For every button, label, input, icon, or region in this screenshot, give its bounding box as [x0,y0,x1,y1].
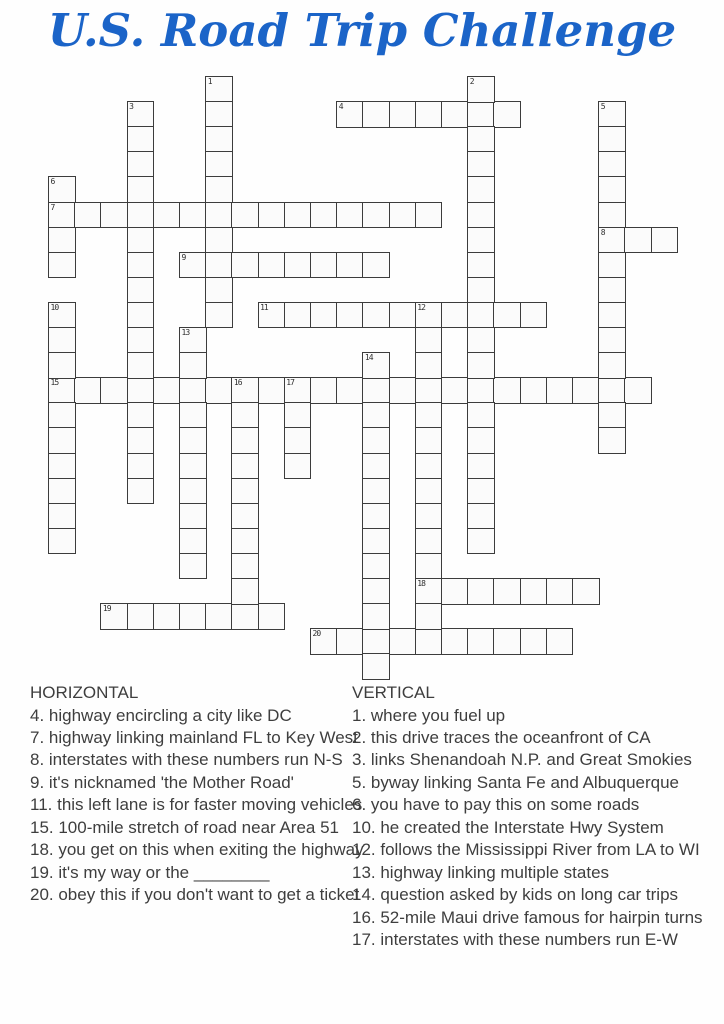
horizontal-clues-section [30,682,364,907]
grid-cell[interactable] [153,377,181,404]
grid-cell[interactable] [179,478,207,505]
clue-number: 18 [417,579,425,588]
grid-cell[interactable] [598,377,626,404]
grid-cell[interactable] [48,453,76,480]
grid-cell[interactable] [179,553,207,580]
grid-cell[interactable] [179,327,207,354]
grid-cell[interactable] [362,252,390,279]
grid-cell[interactable] [362,453,390,480]
clue-number: 5 [600,102,605,112]
grid-cell[interactable] [205,227,233,254]
grid-cell[interactable] [153,202,181,229]
grid-cell[interactable] [205,377,233,404]
clue-number: 17 [286,378,294,388]
grid-cell[interactable] [467,252,495,279]
grid-cell[interactable] [467,377,495,404]
grid-cell[interactable] [362,101,390,128]
grid-cell[interactable] [127,176,155,203]
grid-cell[interactable] [415,628,443,655]
grid-cell[interactable] [179,528,207,555]
grid-cell[interactable] [598,277,626,304]
clue-item: 3. links Shenandoah N.P. and Great Smokies [352,750,692,770]
grid-cell[interactable] [389,628,417,655]
grid-cell[interactable] [467,76,495,103]
clue-number: 20 [312,629,321,639]
grid-cell[interactable] [231,478,259,505]
grid-cell[interactable] [179,377,207,404]
grid-cell[interactable] [48,202,76,229]
grid-cell[interactable] [493,628,521,655]
grid-cell[interactable] [231,202,259,229]
horizontal-clues-list [30,705,364,907]
clue-item: 18. you get on this when exiting the highway [30,840,364,860]
grid-cell[interactable] [127,352,155,379]
grid-cell[interactable] [415,202,443,229]
grid-cell[interactable] [598,151,626,178]
grid-cell[interactable] [598,126,626,153]
grid-cell[interactable] [362,528,390,555]
grid-cell[interactable] [441,377,469,404]
grid-cell[interactable] [415,503,443,530]
grid-cell[interactable] [598,101,626,128]
grid-cell[interactable] [205,76,233,103]
clue-number: 12 [417,302,425,312]
grid-cell[interactable] [127,277,155,304]
grid-cell[interactable] [74,202,102,229]
grid-cell[interactable] [127,478,155,505]
grid-cell[interactable] [205,252,233,279]
clue-item: 1. where you fuel up [352,705,506,725]
clue-number: 11 [260,302,268,312]
grid-cell[interactable] [415,352,443,379]
clue-item: 5. byway linking Santa Fe and Albuquerque [352,772,680,792]
clue-number: 16 [233,378,242,388]
grid-cell[interactable] [127,427,155,454]
grid-cell[interactable] [362,653,390,680]
grid-cell[interactable] [389,377,417,404]
grid-cell[interactable] [231,252,259,279]
grid-cell[interactable] [362,352,390,379]
clue-item: 11. this left lane is for faster moving vehicles [30,795,363,815]
grid-cell[interactable] [415,603,443,630]
clue-item: 4. highway encircling a city like DC [30,705,292,725]
grid-cell[interactable] [467,302,495,329]
grid-cell[interactable] [284,202,312,229]
grid-cell[interactable] [127,126,155,153]
grid-cell[interactable] [362,402,390,429]
grid-cell[interactable] [546,578,574,605]
grid-cell[interactable] [624,227,652,254]
grid-cell[interactable] [467,427,495,454]
grid-cell[interactable] [231,578,259,605]
grid-cell[interactable] [231,377,259,404]
clue-item: 2. this drive traces the oceanfront of CA [352,727,651,747]
grid-cell[interactable] [284,302,312,329]
grid-cell[interactable] [467,176,495,203]
grid-cell[interactable] [48,478,76,505]
grid-cell[interactable] [415,327,443,354]
grid-cell[interactable] [205,126,233,153]
grid-cell[interactable] [258,252,286,279]
grid-cell[interactable] [48,528,76,555]
grid-cell[interactable] [127,151,155,178]
grid-cell[interactable] [520,377,548,404]
grid-cell[interactable] [284,453,312,480]
clue-item: 8. interstates with these numbers run N-S [30,750,343,770]
grid-cell[interactable] [336,202,364,229]
grid-cell[interactable] [100,603,128,630]
clue-number: 6 [50,177,55,187]
grid-cell[interactable] [415,478,443,505]
grid-cell[interactable] [258,202,286,229]
vertical-clues-list [352,705,724,952]
grid-cell[interactable] [127,377,155,404]
grid-cell[interactable] [415,578,443,605]
clue-item: 12. follows the Mississippi River from LA to WI [352,840,700,860]
grid-cell[interactable] [441,302,469,329]
grid-cell[interactable] [205,603,233,630]
clue-item: 17. interstates with these numbers run E-W [352,930,678,950]
grid-cell[interactable] [127,252,155,279]
page-title: U.S. Road Trip Challenge [47,4,677,57]
grid-cell[interactable] [362,628,390,655]
grid-cell[interactable] [127,202,155,229]
grid-cell[interactable] [310,252,338,279]
grid-cell[interactable] [467,202,495,229]
grid-cell[interactable] [415,427,443,454]
grid-cell[interactable] [389,202,417,229]
grid-cell[interactable] [284,252,312,279]
grid-cell[interactable] [127,402,155,429]
grid-cell[interactable] [179,202,207,229]
grid-cell[interactable] [205,151,233,178]
grid-cell[interactable] [598,302,626,329]
grid-cell[interactable] [598,227,626,254]
grid-cell[interactable] [336,302,364,329]
grid-cell[interactable] [231,427,259,454]
grid-cell[interactable] [336,628,364,655]
clue-number: 7 [50,202,55,212]
grid-cell[interactable] [179,503,207,530]
grid-cell[interactable] [598,176,626,203]
grid-cell[interactable] [48,176,76,203]
grid-cell[interactable] [598,202,626,229]
grid-cell[interactable] [48,302,76,329]
grid-cell[interactable] [127,227,155,254]
grid-cell[interactable] [493,101,521,128]
grid-cell[interactable] [74,377,102,404]
grid-cell[interactable] [467,628,495,655]
grid-cell[interactable] [467,277,495,304]
grid-cell[interactable] [598,327,626,354]
grid-cell[interactable] [467,227,495,254]
grid-cell[interactable] [231,402,259,429]
grid-cell[interactable] [362,478,390,505]
clue-number: 9 [181,252,186,262]
grid-cell[interactable] [179,402,207,429]
grid-cell[interactable] [336,377,364,404]
grid-cell[interactable] [284,427,312,454]
clue-number: 13 [181,328,190,337]
grid-cell[interactable] [310,202,338,229]
grid-cell[interactable] [467,352,495,379]
clue-item: 14. question asked by kids on long car trips [352,885,679,905]
grid-cell[interactable] [258,377,286,404]
grid-cell[interactable] [467,478,495,505]
grid-cell[interactable] [467,503,495,530]
grid-cell[interactable] [205,176,233,203]
grid-cell[interactable] [336,252,364,279]
grid-cell[interactable] [48,252,76,279]
grid-cell[interactable] [48,427,76,454]
grid-cell[interactable] [441,101,469,128]
grid-cell[interactable] [415,377,443,404]
grid-cell[interactable] [179,352,207,379]
grid-cell[interactable] [179,603,207,630]
clue-item: 7. highway linking mainland FL to Key West [30,727,358,747]
grid-cell[interactable] [127,453,155,480]
grid-cell[interactable] [598,427,626,454]
clue-item: 16. 52-mile Maui drive famous for hairpin turns [352,907,703,927]
grid-cell[interactable] [179,252,207,279]
grid-cell[interactable] [493,302,521,329]
grid-cell[interactable] [520,578,548,605]
grid-cell[interactable] [493,377,521,404]
grid-cell[interactable] [467,453,495,480]
grid-cell[interactable] [415,453,443,480]
vertical-clues-header: VERTICAL [352,683,435,702]
grid-cell[interactable] [546,377,574,404]
grid-cell[interactable] [258,603,286,630]
clue-number: 15 [50,378,59,388]
grid-cell[interactable] [231,528,259,555]
clue-number: 2 [469,77,474,86]
clue-item: 19. it's my way or the ________ [30,862,270,882]
grid-cell[interactable] [336,101,364,128]
grid-cell[interactable] [598,352,626,379]
grid-cell[interactable] [493,578,521,605]
grid-cell[interactable] [362,603,390,630]
grid-cell[interactable] [100,377,128,404]
grid-cell[interactable] [651,227,679,254]
grid-cell[interactable] [415,402,443,429]
grid-cell[interactable] [467,528,495,555]
grid-cell[interactable] [362,553,390,580]
grid-cell[interactable] [362,503,390,530]
grid-cell[interactable] [205,101,233,128]
grid-cell[interactable] [231,503,259,530]
grid-cell[interactable] [624,377,652,404]
clue-number: 10 [50,302,59,312]
grid-cell[interactable] [48,402,76,429]
grid-cell[interactable] [205,302,233,329]
grid-cell[interactable] [205,202,233,229]
grid-cell[interactable] [310,628,338,655]
grid-cell[interactable] [415,302,443,329]
grid-cell[interactable] [598,402,626,429]
grid-cell[interactable] [231,553,259,580]
clue-number: 19 [102,604,111,614]
grid-cell[interactable] [362,427,390,454]
grid-cell[interactable] [284,402,312,429]
clue-item: 15. 100-mile stretch of road near Area 51 [30,817,340,837]
grid-cell[interactable] [100,202,128,229]
grid-cell[interactable] [231,603,259,630]
grid-cell[interactable] [127,603,155,630]
grid-cell[interactable] [546,628,574,655]
grid-cell[interactable] [48,327,76,354]
grid-cell[interactable] [572,578,600,605]
grid-cell[interactable] [441,578,469,605]
clue-item: 9. it's nicknamed 'the Mother Road' [30,772,294,792]
grid-cell[interactable] [415,553,443,580]
grid-cell[interactable] [467,126,495,153]
grid-cell[interactable] [572,377,600,404]
grid-cell[interactable] [389,302,417,329]
grid-cell[interactable] [520,628,548,655]
grid-cell[interactable] [520,302,548,329]
grid-cell[interactable] [179,427,207,454]
grid-cell[interactable] [179,453,207,480]
grid-cell[interactable] [362,377,390,404]
grid-cell[interactable] [362,202,390,229]
grid-cell[interactable] [389,101,417,128]
grid-cell[interactable] [258,302,286,329]
grid-cell[interactable] [415,528,443,555]
grid-cell[interactable] [310,377,338,404]
clue-number: 8 [600,227,605,237]
grid-cell[interactable] [127,101,155,128]
grid-cell[interactable] [48,352,76,379]
grid-cell[interactable] [441,628,469,655]
grid-cell[interactable] [153,603,181,630]
clue-item: 20. obey this if you don't want to get a ticket [30,885,360,905]
vertical-clues-section [352,682,724,951]
clue-number: 4 [338,102,343,112]
grid-cell[interactable] [598,252,626,279]
clue-number: 14 [364,353,373,363]
grid-cell[interactable] [284,377,312,404]
grid-cell[interactable] [467,327,495,354]
grid-cell[interactable] [362,578,390,605]
grid-cell[interactable] [415,101,443,128]
clue-number: 1 [207,77,212,86]
clue-number: 3 [129,102,133,112]
grid-cell[interactable] [48,503,76,530]
grid-cell[interactable] [467,402,495,429]
clue-item: 13. highway linking multiple states [352,862,610,882]
grid-cell[interactable] [231,453,259,480]
grid-cell[interactable] [467,151,495,178]
grid-cell[interactable] [48,227,76,254]
horizontal-clues-header: HORIZONTAL [30,683,139,702]
grid-cell[interactable] [362,302,390,329]
grid-cell[interactable] [127,327,155,354]
grid-cell[interactable] [310,302,338,329]
grid-cell[interactable] [205,277,233,304]
grid-cell[interactable] [48,377,76,404]
clue-item: 6. you have to pay this on some roads [352,795,640,815]
clue-item: 10. he created the Interstate Hwy System [352,817,664,837]
grid-cell[interactable] [467,101,495,128]
grid-cell[interactable] [467,578,495,605]
grid-cell[interactable] [127,302,155,329]
